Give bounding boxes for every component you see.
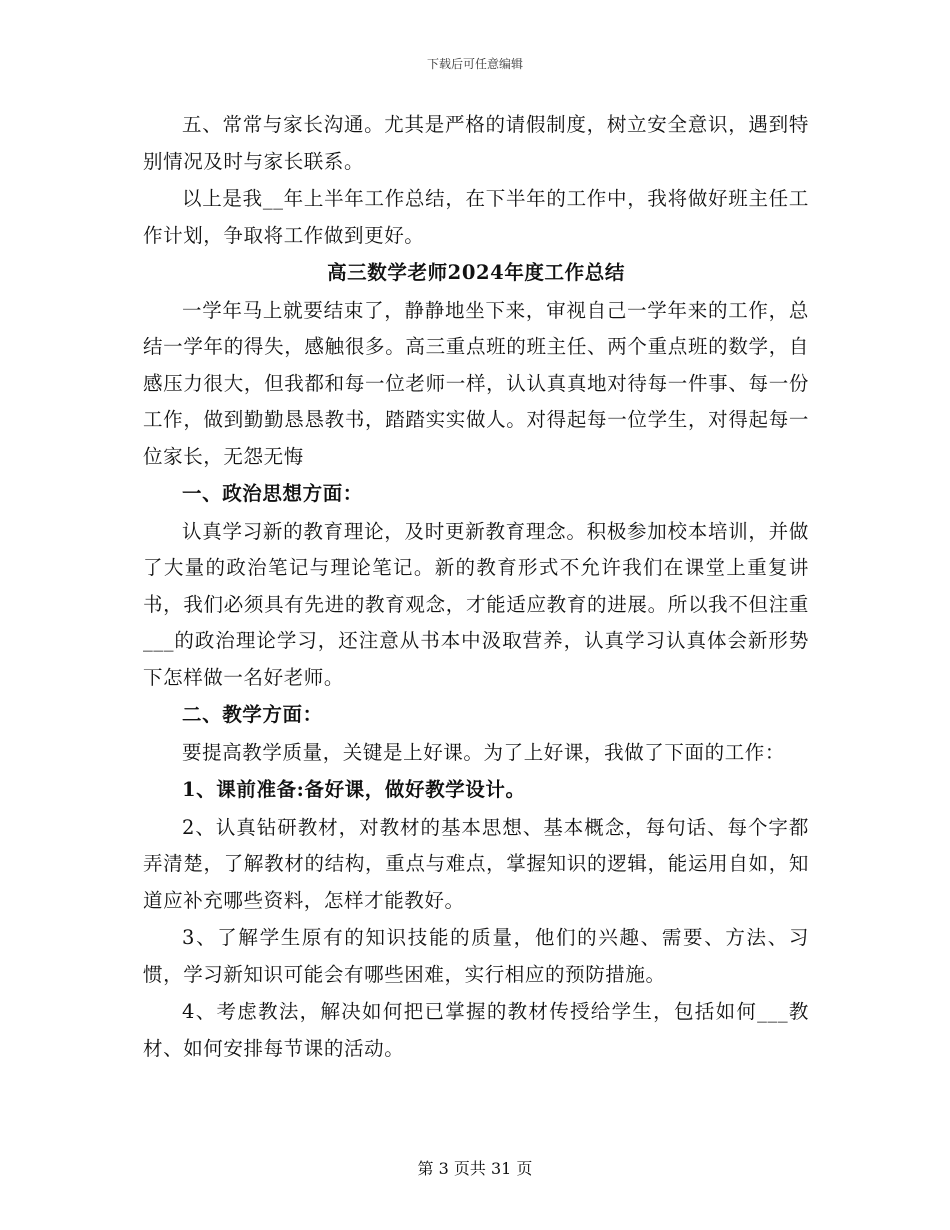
heading-teaching: 二、教学方面： xyxy=(182,703,323,726)
paragraph-parent-communication: 五、常常与家长沟通。尤其是严格的请假制度，树立安全意识，遇到特别情况及时与家长联系。 xyxy=(143,113,809,173)
page-number: 第 3 页共 31 页 xyxy=(417,1159,533,1178)
document-body xyxy=(143,107,809,1068)
section-title: 高三数学老师2024年度工作总结 xyxy=(327,261,625,284)
paragraph-understand-students: 3、了解学生原有的知识技能的质量，他们的兴趣、需要、方法、习惯，学习新知识可能会有哪些困难，实行相应的预防措施。 xyxy=(143,926,809,986)
paragraph-teaching-methods: 4、考虑教法，解决如何把已掌握的教材传授给学生，包括如何___教材、如何安排每节课的活动。 xyxy=(143,1000,809,1060)
paragraph-teaching-intro: 要提高教学质量，关键是上好课。为了上好课，我做了下面的工作： xyxy=(182,740,786,764)
header-note: 下载后可任意编辑 xyxy=(426,57,523,71)
heading-lesson-preparation: 1、课前准备:备好课，做好教学设计。 xyxy=(182,778,526,801)
paragraph-political-thought: 认真学习新的教育理论，及时更新教育理念。积极参加校本培训，并做了大量的政治笔记与理论笔记。新的教育形式不允许我们在课堂上重复讲书，我们必须具有先进的教育观念，才能适应教育的进展。所以我不但注重___的政治理论学习，还注意从书本中汲取营养，认真学习认真体会新形势下怎样做一名好老师。 xyxy=(143,519,809,689)
paragraph-study-materials: 2、认真钻研教材，对教材的基本思想、基本概念，每句话、每个字都弄清楚，了解教材的结构，重点与难点，掌握知识的逻辑，能运用自如，知道应补充哪些资料，怎样才能教好。 xyxy=(143,815,809,912)
paragraph-summary-closing: 以上是我__年上半年工作总结，在下半年的工作中，我将做好班主任工作计划，争取将工作做到更好。 xyxy=(143,187,809,247)
heading-political-thought: 一、政治思想方面： xyxy=(182,482,363,505)
paragraph-intro: 一学年马上就要结束了，静静地坐下来，审视自己一学年来的工作，总结一学年的得失，感触很多。高三重点班的班主任、两个重点班的数学，自感压力很大，但我都和每一位老师一样，认认真真地对待每一件事、每一份工作，做到勤勤恳恳教书，踏踏实实做人。对得起每一位学生，对得起每一位家长，无怨无悔 xyxy=(143,298,809,468)
